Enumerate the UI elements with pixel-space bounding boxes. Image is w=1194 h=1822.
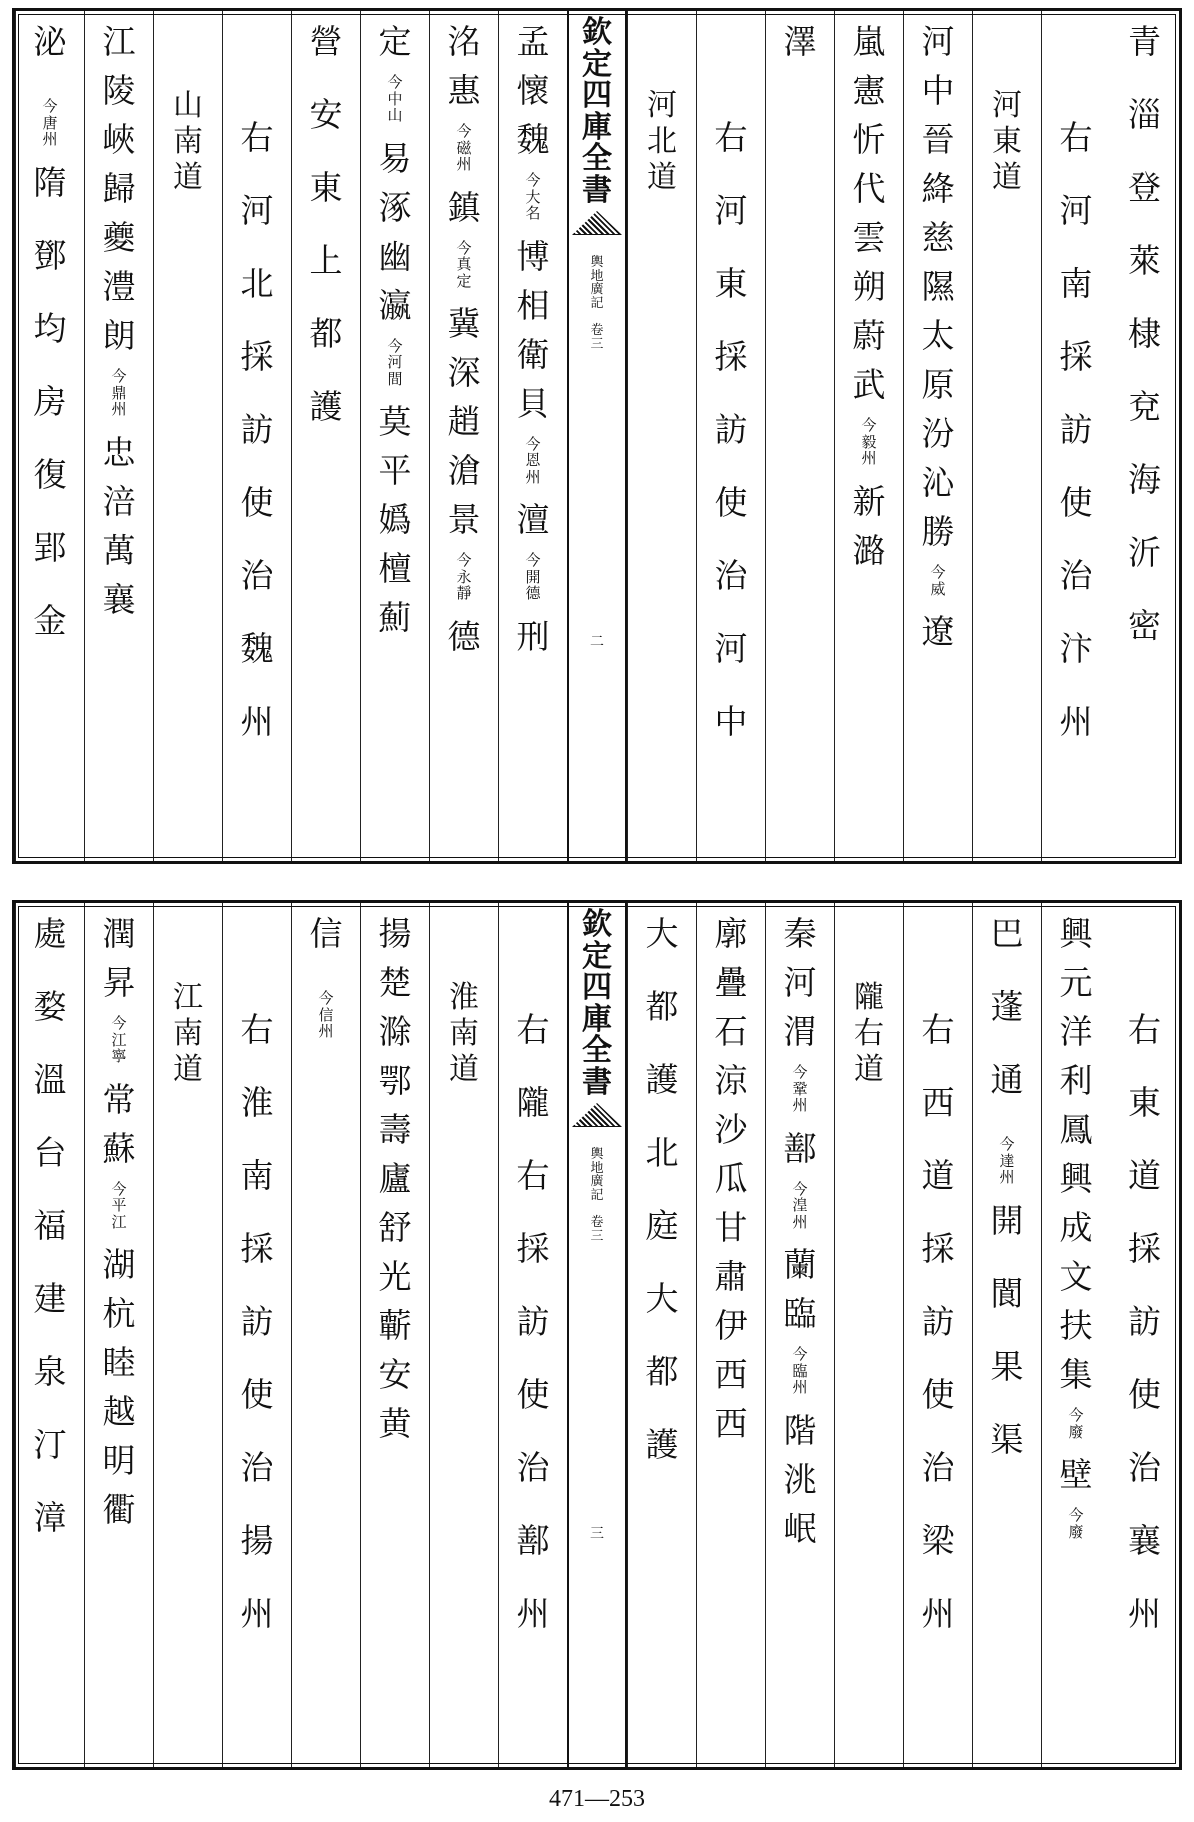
column-text: 秦 河 渭 今 鞏 州 鄯 今 湟 州 蘭 臨 今 臨 州 階 洮 岷 — [783, 914, 817, 1548]
text-column — [360, 11, 429, 861]
text-column — [84, 903, 153, 1767]
column-text: 孟 懷 魏 今 大 名 博 相 衛 貝 今 恩 州 澶 今 開 德 刑 — [516, 22, 550, 656]
book-subtitle: 輿 地 廣 記 卷 三 — [590, 255, 604, 352]
section-heading: 河 北 道 — [647, 88, 677, 195]
leaf-number: 二 — [590, 634, 604, 650]
text-column — [429, 11, 498, 861]
section-heading: 淮 南 道 — [449, 980, 479, 1087]
text-column — [291, 11, 360, 861]
text-column — [498, 11, 567, 861]
page-footer-number: 471—253 — [549, 1786, 645, 1812]
bottom-panel — [12, 900, 1182, 1770]
text-column — [627, 11, 696, 861]
text-column — [972, 903, 1041, 1767]
column-text: 右 淮 南 採 訪 使 治 揚 州 — [240, 1010, 274, 1633]
column-text: 嵐 憲 忻 代 雲 朔 蔚 武 今 毅 州 新 潞 — [852, 22, 886, 570]
top-panel — [12, 8, 1182, 864]
section-heading: 山 南 道 — [173, 88, 203, 195]
column-text: 江 陵 峽 歸 夔 澧 朗 今 鼎 州 忠 涪 萬 襄 — [102, 22, 136, 619]
column-text: 洺 惠 今 磁 州 鎮 今 真 定 冀 深 趙 滄 景 今 永 靜 德 — [447, 22, 481, 656]
center-margin-block — [567, 11, 627, 861]
column-text: 潤 昇 今 江 寧 常 蘇 今 平 江 湖 杭 睦 越 明 衢 — [102, 914, 136, 1529]
column-text: 營 安 東 上 都 護 — [309, 22, 343, 426]
text-column — [834, 11, 903, 861]
column-text: 右 西 道 採 訪 使 治 梁 州 — [921, 1010, 955, 1633]
text-column — [153, 903, 222, 1767]
column-text: 處 婺 溫 台 福 建 泉 汀 漳 — [33, 914, 67, 1537]
text-column — [291, 903, 360, 1767]
text-column — [222, 11, 291, 861]
section-heading: 隴 右 道 — [854, 980, 884, 1087]
column-text: 巴 蓬 通 今 達 州 開 閬 果 渠 — [990, 914, 1024, 1459]
column-text: 右 河 東 採 訪 使 治 河 中 — [714, 118, 748, 741]
column-text: 澤 — [783, 22, 817, 61]
column-text: 泌 今 唐 州 隋 鄧 均 房 復 郢 金 — [33, 22, 67, 640]
fishtail-ornament — [572, 211, 622, 235]
text-column — [222, 903, 291, 1767]
section-heading: 河 東 道 — [992, 88, 1022, 195]
column-text: 揚 楚 滁 鄂 壽 廬 舒 光 蘄 安 黄 — [378, 914, 412, 1443]
text-column — [696, 903, 765, 1767]
text-column — [498, 903, 567, 1767]
column-text: 右 河 南 採 訪 使 治 汴 州 — [1059, 118, 1093, 741]
text-column — [429, 903, 498, 1767]
text-column — [1110, 11, 1179, 861]
text-column — [627, 903, 696, 1767]
book-title: 欽 定 四 庫 全 書 — [582, 15, 612, 208]
column-text: 右 東 道 採 訪 使 治 襄 州 — [1128, 1010, 1161, 1633]
column-text: 大 都 護 北 庭 大 都 護 — [645, 914, 679, 1464]
column-text: 河 中 晉 絳 慈 隰 太 原 汾 沁 勝 今 威 遼 — [921, 22, 955, 651]
text-column — [84, 11, 153, 861]
center-margin-block — [567, 903, 627, 1767]
column-text: 信 今 信 州 — [309, 914, 343, 1040]
text-column — [15, 903, 84, 1767]
text-column — [153, 11, 222, 861]
text-column — [903, 11, 972, 861]
column-text: 興 元 洋 利 鳳 興 成 文 扶 集 今 廢 壁 今 廢 — [1059, 914, 1093, 1541]
text-column — [1041, 903, 1110, 1767]
book-title: 欽 定 四 庫 全 書 — [582, 907, 612, 1100]
text-column — [903, 903, 972, 1767]
text-column — [1041, 11, 1110, 861]
text-column — [972, 11, 1041, 861]
column-text: 廓 疊 石 涼 沙 瓜 甘 肅 伊 西 西 — [714, 914, 748, 1443]
column-text: 青 淄 登 萊 棣 兗 海 沂 密 — [1128, 22, 1161, 645]
column-text: 右 河 北 採 訪 使 治 魏 州 — [240, 118, 274, 741]
text-column — [834, 903, 903, 1767]
text-column — [765, 903, 834, 1767]
book-subtitle: 輿 地 廣 記 卷 三 — [590, 1147, 604, 1244]
column-text: 右 隴 右 採 訪 使 治 鄯 州 — [516, 1010, 550, 1633]
column-text: 定 今 中 山 易 涿 幽 瀛 今 河 間 莫 平 嬀 檀 薊 — [378, 22, 412, 637]
section-heading: 江 南 道 — [173, 980, 203, 1087]
text-column — [1110, 903, 1179, 1767]
text-column — [696, 11, 765, 861]
text-column — [15, 11, 84, 861]
leaf-number: 三 — [590, 1526, 604, 1542]
text-column — [360, 903, 429, 1767]
text-column — [765, 11, 834, 861]
fishtail-ornament — [572, 1103, 622, 1127]
